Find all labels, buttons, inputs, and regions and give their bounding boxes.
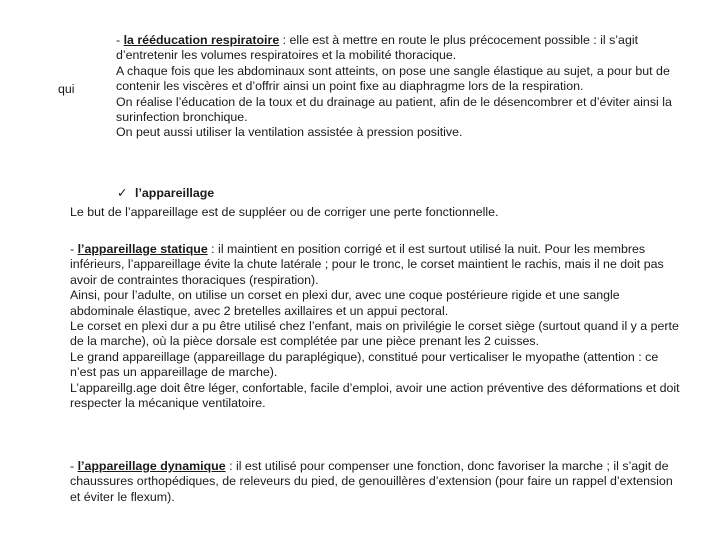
static-para-3: Le grand appareillage (appareillage du paraplégique), constitué pour verticaliser le myopathe (attention : ce n’est pas un appareillage de marche). (70, 349, 659, 380)
static-appareillage-section (70, 242, 682, 411)
rehab-text-1: A chaque fois que les abdominaux sont atteints, on pose une sangle élastique au sujet, a pour but de contenir les viscères et d’offrir ainsi un point fixe au diaphragme lors de la respiration. (116, 63, 670, 94)
section-heading (117, 186, 214, 201)
static-para-1: Ainsi, pour l’adulte, on utilise un corset en plexi dur, avec une coque postérieure rigide et une sangle abdominale élastique, avec 2 bretelles axillaires et un appui pectoral. (70, 288, 620, 318)
dynamic-appareillage-section (70, 459, 682, 505)
heading-text: l’appareillage (135, 186, 215, 200)
dynamic-term: l’appareillage dynamique (77, 459, 226, 473)
respiratory-rehab-block (116, 33, 676, 141)
rehab-term: la rééducation respiratoire (123, 33, 280, 47)
rehab-text-3: On peut aussi utiliser la ventilation assistée à pression positive. (116, 125, 463, 140)
rehab-text-0: : elle est à mettre en route le plus précocement possible : il s’agit d’entretenir les volumes respiratoires et la mobilité thoracique. (116, 33, 639, 63)
static-term: l’appareillage statique (77, 242, 208, 256)
rehab-first-line (116, 33, 676, 64)
checkmark-icon: ✓ (117, 186, 128, 200)
side-label: qui (58, 82, 75, 96)
static-para-4: L’appareillg.age doit être léger, confortable, facile d’emploi, avoir une action préventive des déformations et doit respecter la mécanique ventilatoire. (70, 380, 680, 411)
bullet-prefix: - (116, 33, 124, 47)
dynamic-para (70, 459, 682, 505)
static-para-2: Le corset en plexi dur a pu être utilisé chez l’enfant, mais on privilégie le corset siège (surtout quand il y a perte de la marche), où la pièce dorsale est complétée par une pièce prenant les 2 cuisses. (70, 319, 679, 349)
dynamic-text: : il est utilisé pour compenser une fonction, donc favoriser la marche ; il s’agit de chaussures orthopédiques, de releveurs du pied, de genouillères d’extension (pour faire un rappel d’extension et éviter le flexum). (70, 459, 673, 504)
static-prefix: - (70, 242, 78, 256)
rehab-text-2: On réalise l’éducation de la toux et du drainage au patient, afin de le désencombrer et d’éviter ainsi la surinfection bronchique. (116, 94, 672, 125)
static-text-0: : il maintient en position corrigé et il est surtout utilisé la nuit. Pour les membres inférieurs, l’appareillage évite la chute latérale ; pour le tronc, le corset maintient le rachis, mais il ne doit pas avoir de contraintes thoraciques (respiration). (70, 242, 664, 287)
static-para-0 (70, 242, 682, 288)
dynamic-prefix: - (70, 459, 78, 473)
intro-paragraph: Le but de l’appareillage est de suppléer ou de corriger une perte fonctionnelle. (70, 205, 499, 219)
